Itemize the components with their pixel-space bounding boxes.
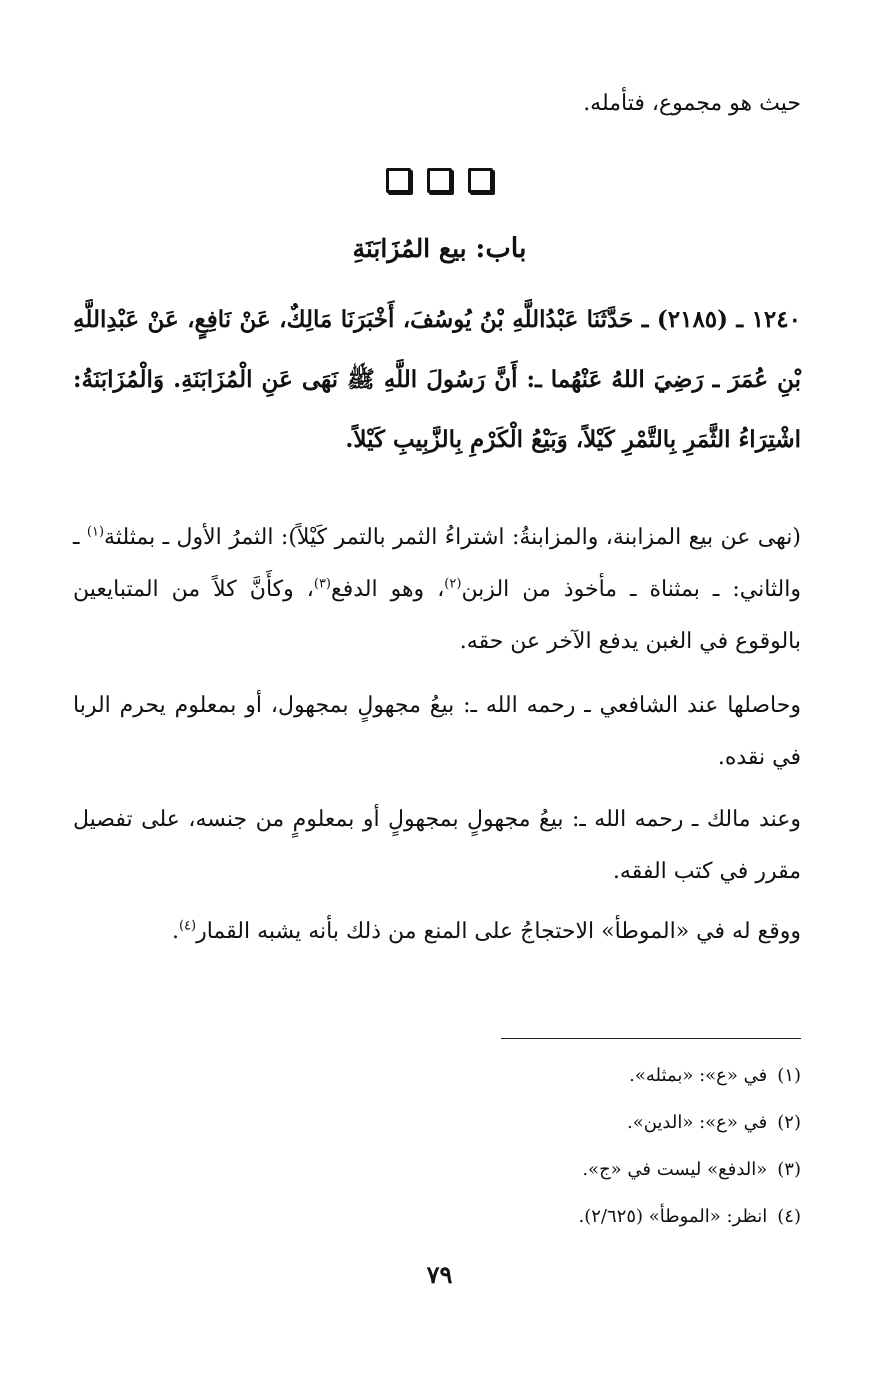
square-ornament-icon	[468, 168, 493, 193]
hadith-number: ١٢٤٠ ـ (٢١٨٥) ـ	[641, 306, 801, 333]
footnote-3	[73, 1146, 801, 1193]
footnote-ref-3[interactable]: (٣)	[313, 576, 331, 592]
commentary-text: ، وهو الدفع	[331, 577, 445, 602]
footnote-text: «الدفع» ليست في «ج».	[582, 1159, 768, 1180]
commentary-paragraph-2: وحاصلها عند الشافعي ـ رحمه الله ـ: بيعُ مجهولٍ بمجهول، أو بمعلوم يحرم الربا في نقده.	[73, 693, 801, 770]
footnote-text: انظر: «الموطأ» (٢/٦٢٥).	[578, 1206, 768, 1227]
footnote-ref-4[interactable]: (٤)	[178, 918, 197, 934]
commentary-text: ووقع له في «الموطأ» الاحتجاجُ على المنع من ذلك بأنه يشبه القمار	[196, 919, 801, 944]
chapter-title: بيع المُزَابَنَةِ	[352, 234, 467, 263]
opening-text: حيث هو مجموع، فتأمله.	[583, 91, 801, 116]
chapter-heading	[0, 224, 879, 274]
footnote-1	[73, 1052, 801, 1099]
footnote-ref-1[interactable]: (١)	[86, 524, 105, 540]
square-ornament-icon	[427, 168, 452, 193]
chapter-label: باب:	[475, 233, 527, 264]
footnote-2	[73, 1099, 801, 1146]
footnote-number: (٣)	[777, 1159, 801, 1180]
footnote-text: في «ع»: «الدين».	[626, 1112, 768, 1133]
hadith-body: حَدَّثَنَا عَبْدُاللَّهِ بْنُ يُوسُفَ، أَخْبَرَنَا مَالِكٌ، عَنْ نَافِعٍ، عَنْ عَبْدِاللَّهِ بْنِ عُمَرَ ـ رَضِيَ اللهُ عَنْهُما ـ: أَنَّ رَسُولَ اللَّهِ ﷺ نَهَى عَنِ الْمُزَابَنَةِ. وَالْمُزَابَنَةُ: اشْتِرَاءُ الثَّمَرِ بِالتَّمْرِ كَيْلاً، وَبَيْعُ الْكَرْمِ بِالزَّبِيبِ كَيْلاً.	[73, 306, 801, 453]
commentary-paragraph-3: وعند مالك ـ رحمه الله ـ: بيعُ مجهولٍ بمجهولٍ أو بمعلومٍ من جنسه، على تفصيل مقرر في كتب الفقه.	[73, 807, 801, 884]
commentary-paragraph-1	[73, 512, 801, 668]
commentary-text: ، وكأَنَّ كلاً من المتبايعين بالوقوع في الغبن يدفع الآخر عن حقه.	[73, 577, 801, 654]
square-ornament-icon	[386, 168, 411, 193]
footnotes	[73, 1052, 801, 1240]
hadith-text	[73, 290, 801, 470]
footnote-text: في «ع»: «بمثله».	[629, 1065, 768, 1086]
commentary-text: .	[171, 919, 179, 944]
commentary-paragraph-4	[73, 906, 801, 958]
page-number: ٧٩	[426, 1260, 453, 1289]
footnote-4	[73, 1193, 801, 1240]
footnote-number: (٢)	[777, 1112, 801, 1133]
footnote-number: (١)	[777, 1065, 801, 1086]
section-divider-ornament	[0, 168, 879, 197]
commentary-text: (نهى عن بيع المزابنة، والمزابنةُ: اشتراءُ الثمر بالتمر كَيْلاً): الثمرُ الأول ـ بمثلثة	[104, 525, 801, 550]
footnote-number: (٤)	[777, 1206, 801, 1227]
footnote-ref-2[interactable]: (٢)	[444, 576, 462, 592]
commentary-text: ـ والثاني: ـ بمثناة ـ مأخوذ من الزبن	[73, 525, 801, 602]
footnote-separator	[501, 1038, 801, 1039]
